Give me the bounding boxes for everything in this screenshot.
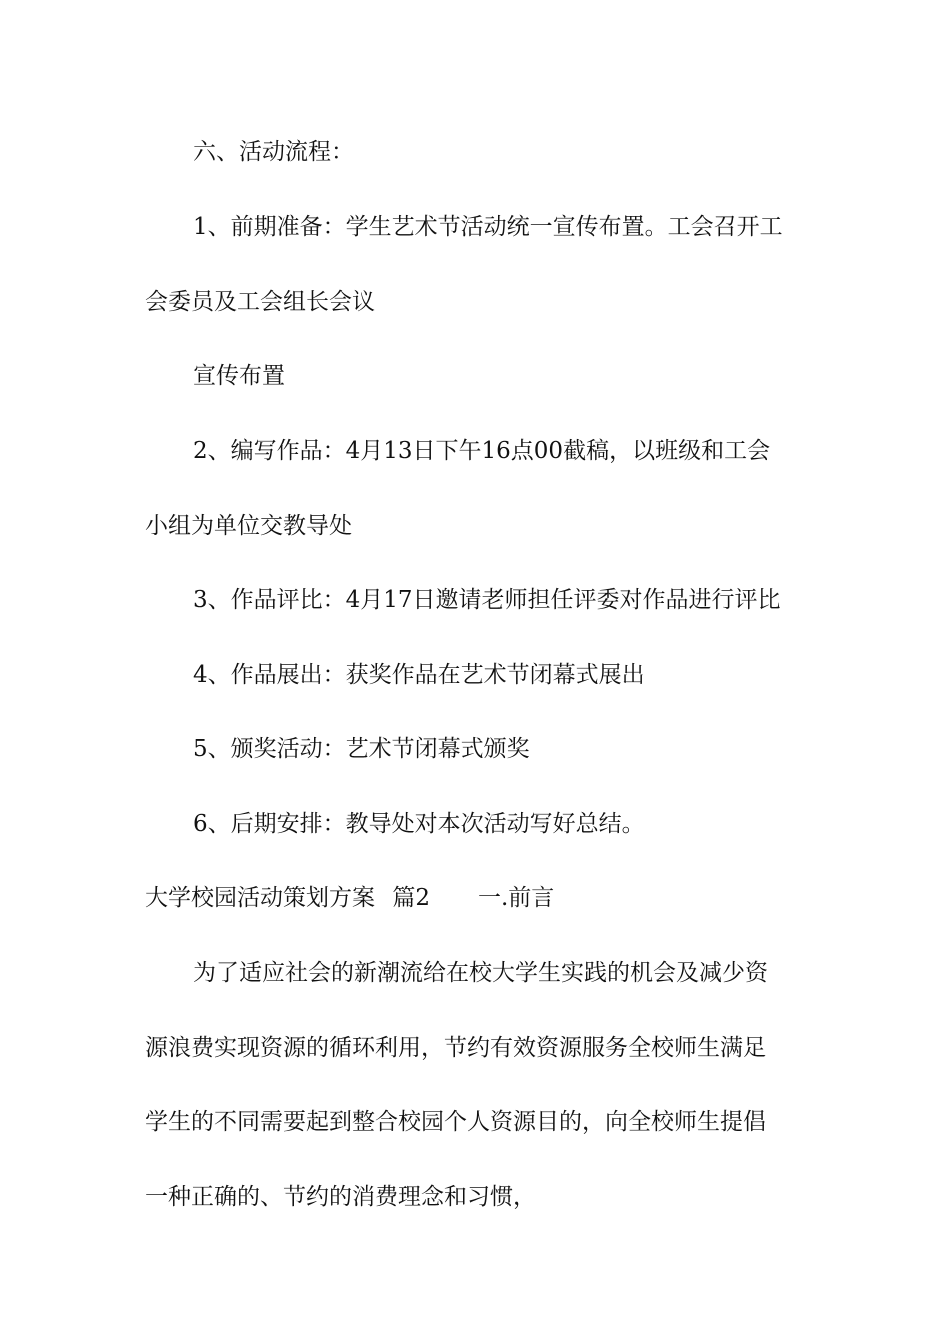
body-paragraph-line: 一种正确的、节约的消费理念和习惯， xyxy=(145,1184,536,1210)
section-title-line xyxy=(145,880,554,916)
paragraph-line: 2、编写作品：4月13日下午16点00截稿，以班级和工会 xyxy=(193,438,771,464)
section-subtitle: 一.前言 xyxy=(477,885,555,911)
paragraph-line: 小组为单位交教导处 xyxy=(145,513,352,539)
section-number: 篇2 xyxy=(392,885,430,911)
paragraph-line: 宣传布置 xyxy=(193,363,285,389)
paragraph-line: 会委员及工会组长会议 xyxy=(145,289,375,315)
body-paragraph-line: 为了适应社会的新潮流给在校大学生实践的机会及减少资 xyxy=(193,960,768,986)
paragraph-line: 3、作品评比：4月17日邀请老师担任评委对作品进行评比 xyxy=(193,587,781,613)
body-paragraph-line: 学生的不同需要起到整合校园个人资源目的，向全校师生提倡 xyxy=(145,1109,766,1135)
paragraph-line: 5、颁奖活动：艺术节闭幕式颁奖 xyxy=(193,736,530,762)
paragraph-line: 1、前期准备：学生艺术节活动统一宣传布置。工会召开工 xyxy=(193,214,783,240)
paragraph-line: 4、作品展出：获奖作品在艺术节闭幕式展出 xyxy=(193,662,645,688)
body-paragraph-line: 源浪费实现资源的循环利用，节约有效资源服务全校师生满足 xyxy=(145,1035,766,1061)
section-heading-activity-process: 六、活动流程： xyxy=(193,139,354,165)
paragraph-line: 6、后期安排：教导处对本次活动写好总结。 xyxy=(193,811,645,837)
section-title: 大学校园活动策划方案 xyxy=(145,885,375,911)
